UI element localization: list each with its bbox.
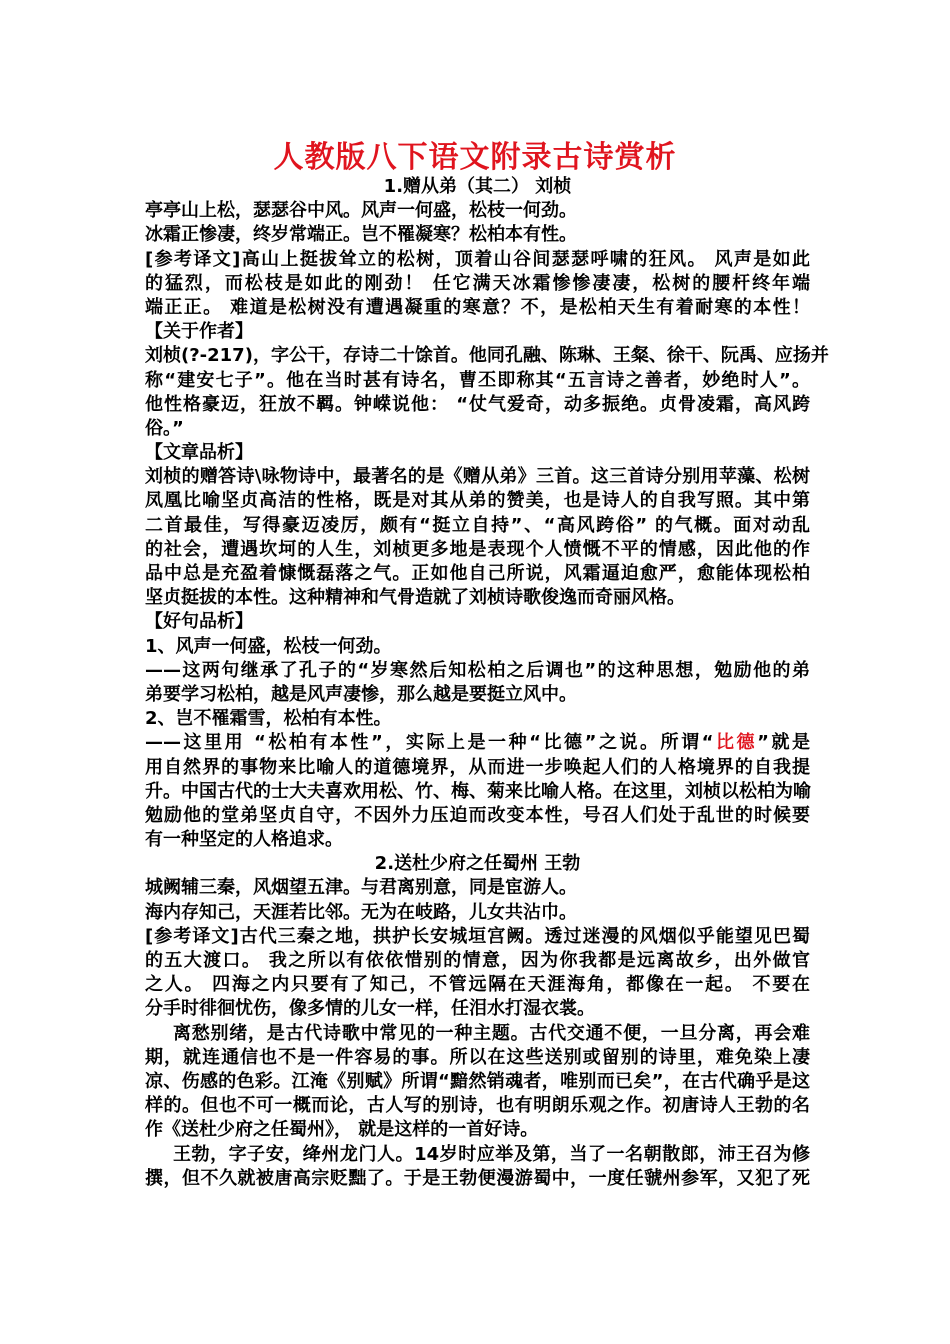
poem2-translation-line: [参考译文]古代三秦之地，拱护长安城垣宫阙。透过迷漫的风烟似乎能望见巴蜀 bbox=[145, 925, 810, 947]
document-body bbox=[145, 175, 829, 1191]
analysis-paragraph-line: 品中总是充盈着慷慨磊落之气。正如他自己所说，风霜逼迫愈严，愈能体现松柏 bbox=[145, 563, 810, 584]
essay-paragraph-line: 样的。但也不可一概而论，古人写的别诗，也有明朗乐观之作。初唐诗人王勃的名 bbox=[145, 1095, 810, 1117]
analysis-paragraph-line: 坚贞挺拔的本性。这种精神和气骨造就了刘桢诗歌俊逸而奇丽风格。 bbox=[145, 587, 685, 609]
essay-paragraph-line: 作《送杜少府之任蜀州》， 就是这样的一首好诗。 bbox=[145, 1119, 539, 1141]
section-heading-analysis: 【文章品析】 bbox=[145, 442, 253, 464]
poem2-heading: 2.送杜少府之任蜀州 王勃 bbox=[374, 853, 581, 875]
poem2-line1: 城阙辅三秦，风烟望五津。与君离别意，同是宦游人。 bbox=[145, 877, 577, 899]
good-line-1-analysis: ——这两句继承了孔子的“岁寒然后知松柏之后调也”的这种思想，勉励他的弟 bbox=[145, 659, 810, 681]
poem2-translation-line: 之人。 四海之内只要有了知己，不管远隔在天涯海角，都像在一起。 不要在 bbox=[145, 974, 810, 996]
poem1-translation-line: 端正正。 难道是松树没有遭遇凝重的寒意？不，是松柏天生有着耐寒的本性！ bbox=[145, 296, 810, 318]
good-line-1-analysis: 弟要学习松柏，越是风声凄惨，那么越是要挺立风中。 bbox=[145, 683, 577, 705]
good-line-2-text: ——这里用 “松柏有本性”，实际上是一种“比德”之说。所谓“ bbox=[145, 732, 714, 754]
poem1-heading: 1.赠从弟（其二） 刘桢 bbox=[383, 176, 572, 197]
good-line-1: 1、风声一何盛，松枝一何劲。 bbox=[145, 635, 392, 657]
essay-paragraph-line: 凉、伤感的色彩。江淹《别赋》所谓“黯然销魂者，唯别而已矣”，在古代确乎是这 bbox=[145, 1070, 810, 1092]
good-line-2-analysis bbox=[145, 731, 810, 755]
analysis-paragraph-line: 凤凰比喻坚贞高洁的性格，既是对其从弟的赞美，也是诗人的自我写照。其中第 bbox=[145, 490, 810, 512]
author-paragraph-line: 称“建安七子”。他在当时甚有诗名，曹丕即称其“五言诗之善者，妙绝时人”。 bbox=[145, 369, 810, 391]
poem2-line2: 海内存知己，天涯若比邻。无为在岐路，儿女共沾巾。 bbox=[145, 901, 577, 923]
essay-paragraph-line: 王勃，字子安，绛州龙门人。14岁时应举及第，当了一名朝散郎，沛王召为修 bbox=[173, 1143, 810, 1165]
poem1-line2: 冰霜正惨凄，终岁常端正。岂不罹凝寒？松柏本有性。 bbox=[145, 224, 577, 246]
analysis-paragraph-line: 刘桢的赠答诗\咏物诗中，最著名的是《赠从弟》三首。这三首诗分别用苹藻、松树 bbox=[145, 466, 810, 488]
essay-paragraph-line: 离愁别绪，是古代诗歌中常见的一种主题。古代交通不便，一旦分离，再会难 bbox=[173, 1022, 810, 1044]
poem1-translation-line: [参考译文]高山上挺拔耸立的松树，顶着山谷间瑟瑟呼啸的狂风。 风声是如此 bbox=[145, 248, 810, 270]
good-line-2-analysis: 用自然界的事物来比喻人的道德境界，从而进一步唤起人们的人格境界的自我提 bbox=[145, 756, 810, 778]
good-line-2-analysis: 有一种坚定的人格追求。 bbox=[145, 829, 343, 851]
poem2-translation-line: 的五大渡口。 我之所以有依依惜别的情意，因为你我都是远离故乡，出外做官 bbox=[145, 950, 810, 971]
author-paragraph-line: 俗。” bbox=[145, 417, 184, 439]
essay-paragraph-line: 撰，但不久就被唐高宗贬黜了。于是王勃便漫游蜀中，一度任虢州参军，又犯了死 bbox=[145, 1167, 810, 1189]
section-heading-author: 【关于作者】 bbox=[145, 321, 253, 343]
poem1-line1: 亭亭山上松，瑟瑟谷中风。风声一何盛，松枝一何劲。 bbox=[145, 200, 577, 222]
good-line-2-text: ”就是 bbox=[757, 732, 810, 754]
section-heading-good-lines: 【好句品析】 bbox=[145, 611, 253, 633]
good-line-2-analysis: 勉励他的堂弟坚贞自守，不因外力压迫而改变本性，号召人们处于乱世的时候要 bbox=[145, 804, 810, 826]
highlighted-term: 比德 bbox=[713, 732, 758, 754]
poem2-translation-line: 分手时徘徊忧伤，像多情的儿女一样，任泪水打湿衣裳。 bbox=[145, 998, 595, 1020]
author-paragraph-line: 刘桢(?-217)，字公干，存诗二十馀首。他同孔融、陈琳、王粲、徐干、阮禹、应扬并 bbox=[145, 345, 829, 367]
analysis-paragraph-line: 的社会，遭遇坎坷的人生，刘桢更多地是表现个人愤慨不平的情感，因此他的作 bbox=[145, 538, 810, 560]
author-paragraph-line: 他性格豪迈，狂放不羁。钟嵘说他： “仗气爱奇，动多振绝。贞骨凌霜，高风跨 bbox=[145, 393, 810, 415]
essay-paragraph-line: 期，就连通信也不是一件容易的事。所以在这些送别或留别的诗里，难免染上凄 bbox=[145, 1046, 810, 1068]
poem1-translation-line: 的猛烈，而松枝是如此的刚劲！ 任它满天冰霜惨惨凄凄，松树的腰杆终年端 bbox=[145, 272, 810, 294]
good-line-2: 2、岂不罹霜雪，松柏有本性。 bbox=[145, 708, 392, 730]
analysis-paragraph-line: 二首最佳，写得豪迈凌厉，颇有“挺立自持”、“高风跨俗” 的气概。面对动乱 bbox=[145, 514, 810, 536]
good-line-2-analysis: 升。中国古代的士大夫喜欢用松、竹、梅、菊来比喻人格。在这里，刘桢以松柏为喻 bbox=[145, 780, 811, 802]
page-title: 人教版八下语文附录古诗赏析 bbox=[273, 140, 677, 175]
